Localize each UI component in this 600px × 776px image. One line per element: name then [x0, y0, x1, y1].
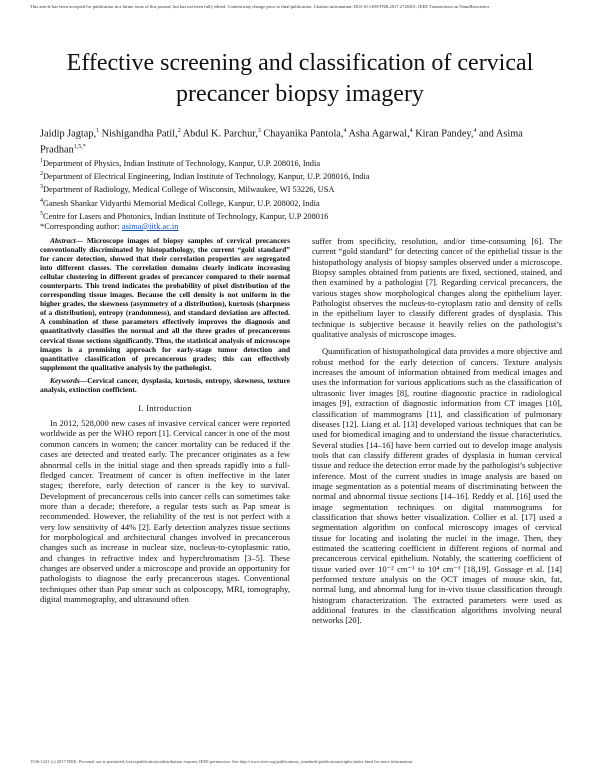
paper-title: Effective screening and classification of cervical precancer biopsy imagery	[66, 50, 534, 107]
affiliation-text: Department of Electrical Engineering, Indian Institute of Technology, Kanpur, U.P. 208016, India	[43, 172, 370, 181]
section-heading-introduction: I. Introduction	[138, 402, 192, 413]
affiliation-mark: 2	[40, 171, 43, 178]
author-affil-mark: 3	[257, 128, 261, 134]
copyright-footer: 1536-1241 (c) 2017 IEEE. Personal use is permitted, but republication/redistribution requires IEEE permission. See http://www.ieee.org/publications_standards/publications/rights/index.html for more information.	[30, 759, 414, 764]
author-name: Asha Agarwal,	[346, 128, 410, 140]
author-name: Jaidip Jagtap,	[40, 128, 97, 140]
author-affil-mark: 4	[343, 128, 347, 134]
body-paragraph: suffer from specificity, resolution, and/or time-consuming [6]. The current “gold standard” for detecting cancer of the epithelial tissue is the histopathology analysis of biopsy samples observed under a microscope. Biopsy samples obtained from patients are fixed, sectioned, stained, and then examined by a pathologist [7]. Regarding cervical precancers, the various stages show morphological changes along the epithelium layer. Pathologist observes the nucleus-to-cytoplasm ratio and density of cells in the epithelium layer to classify different grades of dysplasia. This technique is subjective because it heavily relies on the pathologist’s qualitative analysis of microscope images.	[312, 236, 562, 340]
abstract-text: Microscope images of biopsy samples of cervical precancers conventionally discriminated by histopathology, the current “gold standard” for cancer detection, showed that their correlation properties are segregated into different classes. The correlation domains clearly indicate increasing cellular clustering in different grades of precancer compared to their normal counterparts. This trend indicates the probability of pixel distribution of the corresponding tissue images. Because the cell density is not uniform in the higher grades, the skewness (asymmetry of a distribution), kurtosis (sharpness of a distribution), entropy (randomness), and standard deviation are affected. A combination of these parameters effectively improves the diagnosis and quantitatively classifies the normal and all the three grades of precancerous cervical tissue sections significantly. Thus, the statistical analysis of microscope images is a promising approach for early-stage tumor detection and quantitative classification of precancerous grades; this can effectively supplement the qualitative analysis by the pathologist.	[40, 236, 290, 372]
corresponding-author	[40, 222, 560, 232]
author-affil-mark: 1,5,*	[73, 143, 86, 150]
abstract-label: Abstract—	[50, 236, 84, 245]
author-name: Kiran Pandey,	[412, 128, 474, 140]
author-list	[40, 125, 560, 157]
affiliation-mark: 1	[40, 158, 43, 164]
author-affil-mark: 4	[409, 128, 413, 134]
left-column	[40, 236, 290, 604]
intro-paragraph: In 2012, 528,000 new cases of invasive cervical cancer were reported worldwide as per the WHO report [1]. Cervical cancer is one of the most common cancers in women; the cancer mortality can be reduced if the cases are detected and treated early. The precancer originates as a few abnormal cells in the initial stage and then spreads rapidly into a full-fledged cancer. Treatment of cancer is often ineffective in the later stages; therefore, early detection of cancer is the key to survival. Development of precancerous cells into cancer cells can sometimes take more than a decade; therefore, a regular tests such as Pap smear is recommended. However, the reliability of the test is not perfect with a very low sensitivity of 44% [2]. Early detection analyzes tissue sections for morphological and architectural changes involved in precancerous changes such as increase in nuclear size, nucleus-to-cytoplasmic ratio, and changes in refractive index and hyperchromatism [3–5]. These changes are observed under a microscope and provide an opportunity for pathologists to diagnose the early precancerous stages. Conventional techniques other than Pap smear such as colposcopy, MRI, tomography, digital mammography, and ultrasound often	[40, 418, 290, 604]
affiliation-text: Centre for Lasers and Photonics, Indian Institute of Technology, Kanpur, U.P 208016	[43, 211, 329, 221]
affiliation-mark: 3	[40, 184, 43, 191]
author-name: Chayanika Pantola,	[260, 128, 344, 140]
affiliation	[40, 209, 560, 222]
author-affil-mark: 2	[177, 128, 181, 134]
abstract	[40, 236, 290, 372]
body-paragraph: Quantification of histopathological data provides a more objective and robust method for the early detection of cancers. Texture analysis increases the amount of information obtained from medical images and uses the information for various applications such as the classification of ultrasonic liver images [8], routine diagnostic practice in radiological images [9], extraction of diagnostic information from CT images [10], classification of mammograms [11], and classification of pulmonary diseases [12]. Liang et al. [13] developed various techniques that can be used for biomedical imaging and to understand the tissue characteristics. Several studies [14–16] have been carried out to develop image analysis tools that can classify different grades of dysplasia in human cervical tissue and reduce the detection error made by the pathologist’s subjective inference. Most of the current studies in image analysis are based on image segmentation as a potential means of discriminating between the normal and abnormal tissue sections [14–16]. Reddy et al. [16] used the image segmentation techniques on digital mammograms for classification that shows better visualization. Collier et al. [17] used a segmentation algorithm on confocal microscopy images of cervical tissue for locating and isolating the nuclei in the image. Then, they estimated the scattering coefficient in different regions of normal and precancerous cervical epithelium. Notably, the scattering coefficient of tissue varied over 10⁻² cm⁻¹ to 10⁴ cm⁻¹ [18,19]. Gossage et al. [14] performed texture analysis on the OCT images of mouse skin, fat, normal lung, and abnormal lung for in-vivo tissue classification through histogram characterization. The extracted parameters were used as additional features in the classification algorithms involving neural networks [20].	[312, 346, 562, 626]
affiliation-text: Ganesh Shankar Vidyarthi Memorial Medical College, Kanpur, U.P. 208002, India	[43, 198, 320, 208]
affiliation-list	[40, 156, 560, 232]
affiliation-mark: 5	[40, 210, 43, 217]
author-affil-mark: 1	[96, 128, 100, 134]
author-name: Abdul K. Parchur,	[180, 128, 258, 140]
corresponding-label: *Corresponding author:	[40, 222, 122, 232]
affiliation-mark: 4	[40, 197, 43, 204]
corresponding-email-link[interactable]: asima@iitk.ac.in	[121, 222, 179, 232]
keywords-label: Keywords—	[50, 375, 88, 385]
affiliation	[40, 169, 560, 182]
affiliation	[40, 156, 560, 169]
author-name: and Asima Pradhan	[40, 128, 523, 156]
right-column	[312, 236, 562, 626]
keywords-text: Cervical cancer, dysplasia, kurtosis, entropy, skewness, texture analysis, extinction coefficient.	[40, 375, 290, 394]
affiliation	[40, 196, 560, 209]
affiliation-text: Department of Radiology, Medical College of Wisconsin, Milwaukee, WI 53226, USA	[43, 185, 335, 195]
author-name: Nishigandha Patil,	[99, 128, 178, 140]
affiliation-text: Department of Physics, Indian Institute of Technology, Kanpur, U.P. 208016, India	[43, 158, 321, 168]
keywords	[40, 376, 290, 394]
journal-header-note: This article has been accepted for publication in a future issue of this journal, but has not been fully edited. Content may change prior to final publication. Citation information: DOI 10.1109/TNB.2017.2726301, IEEE Transactions on NanoBioscience	[30, 4, 490, 9]
affiliation	[40, 182, 560, 195]
author-affil-mark: 4	[473, 128, 477, 134]
